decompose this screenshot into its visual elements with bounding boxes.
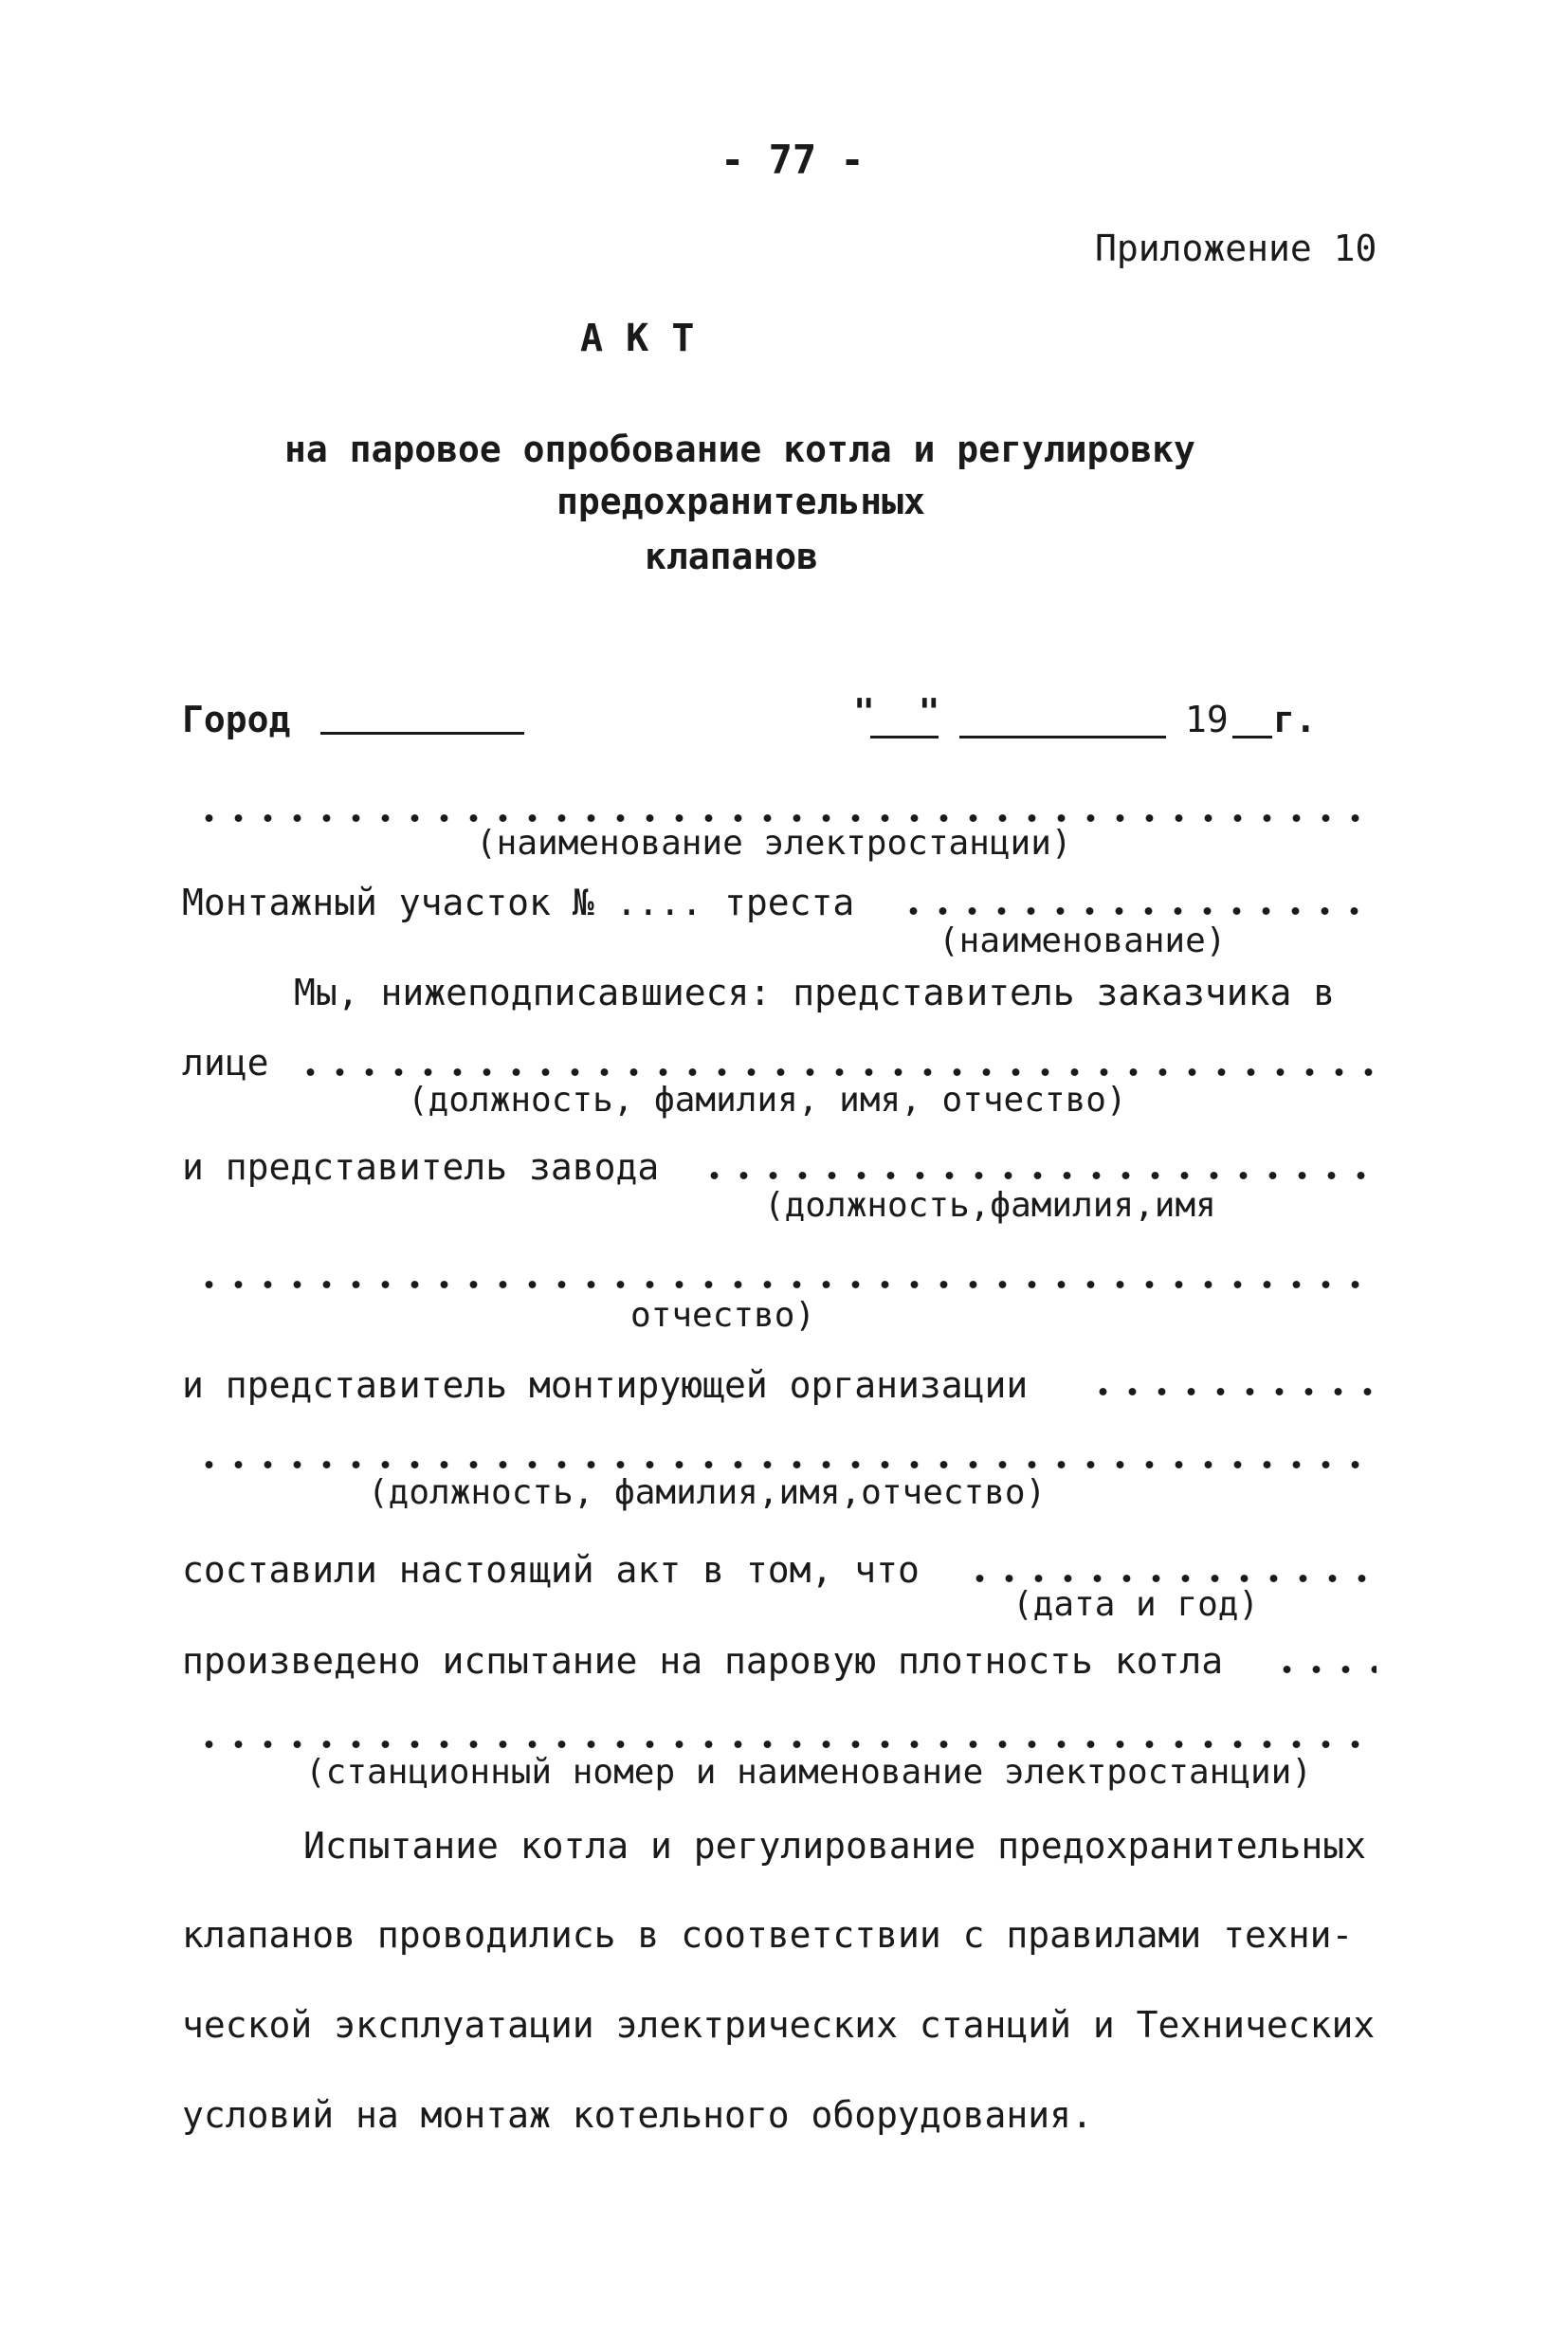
installer-rep-line: и представитель монтирующей организации bbox=[182, 1364, 1029, 1406]
dotted-line-installer-rep-2[interactable] bbox=[194, 1460, 1370, 1469]
year-suffix: г. bbox=[1273, 699, 1317, 740]
caption-plant-rep-1: (должность,фамилия,имя bbox=[764, 1186, 1216, 1225]
caption-power-station: (наименование электростанции) bbox=[476, 824, 1072, 863]
caption-installer-rep: (должность, фамилия,имя,отчество) bbox=[368, 1473, 1047, 1512]
dotted-line-customer-rep[interactable] bbox=[296, 1067, 1377, 1077]
in-person-label: лице bbox=[182, 1042, 269, 1084]
plant-rep-line: и представитель завода bbox=[182, 1146, 660, 1188]
date-quote: " " bbox=[853, 691, 940, 733]
year-blank[interactable] bbox=[1232, 736, 1272, 738]
paragraph-line-1: Испытание котла и регулирование предохранительных bbox=[303, 1825, 1367, 1867]
day-blank[interactable] bbox=[870, 736, 939, 738]
dotted-line-date[interactable] bbox=[965, 1574, 1375, 1583]
caption-station-number: (станционный номер и наименование электростанции) bbox=[305, 1753, 1313, 1792]
year-prefix: 19 bbox=[1185, 699, 1229, 740]
dotted-line-performed[interactable] bbox=[1272, 1665, 1377, 1674]
performed-line: произведено испытание на паровую плотность котла bbox=[182, 1640, 1224, 1682]
paragraph-line-4: условий на монтаж котельного оборудования. bbox=[182, 2094, 1093, 2136]
page-number: - 77 - bbox=[720, 137, 865, 183]
dotted-line-installer-rep[interactable] bbox=[1088, 1387, 1373, 1396]
dotted-line-plant-rep-2[interactable] bbox=[194, 1280, 1370, 1289]
compiled-line: составили настоящий акт в том, что bbox=[182, 1549, 920, 1591]
city-blank[interactable] bbox=[320, 732, 524, 735]
we-signed-line: Мы, нижеподписавшиеся: представитель заказчика в bbox=[294, 972, 1336, 1013]
appendix-label: Приложение 10 bbox=[1095, 228, 1377, 269]
city-label: Город bbox=[182, 699, 291, 740]
subtitle-line-1: на паровое опробование котла и регулировку bbox=[284, 428, 1195, 470]
paragraph-line-2: клапанов проводились в соответствии с правилами техни- bbox=[182, 1914, 1354, 1956]
mounting-site-line: Монтажный участок № .... треста bbox=[182, 882, 855, 923]
caption-customer-rep: (должность, фамилия, имя, отчество) bbox=[408, 1081, 1127, 1120]
dotted-line-trust[interactable] bbox=[899, 906, 1373, 916]
subtitle-line-2: предохранительных bbox=[556, 481, 925, 522]
dotted-line-plant-rep[interactable] bbox=[700, 1171, 1375, 1180]
document-title: А К Т bbox=[580, 317, 695, 360]
caption-plant-rep-2: отчество) bbox=[630, 1296, 816, 1335]
dotted-line-power-station[interactable] bbox=[194, 813, 1370, 823]
dotted-line-station-number[interactable] bbox=[194, 1740, 1379, 1749]
caption-date-year: (дата и год) bbox=[1012, 1585, 1260, 1624]
paragraph-line-3: ческой эксплуатации электрических станций и Технических bbox=[182, 2004, 1376, 2046]
month-blank[interactable] bbox=[959, 736, 1166, 738]
subtitle-line-3: клапанов bbox=[645, 536, 819, 577]
caption-trust-name: (наименование) bbox=[939, 921, 1227, 960]
